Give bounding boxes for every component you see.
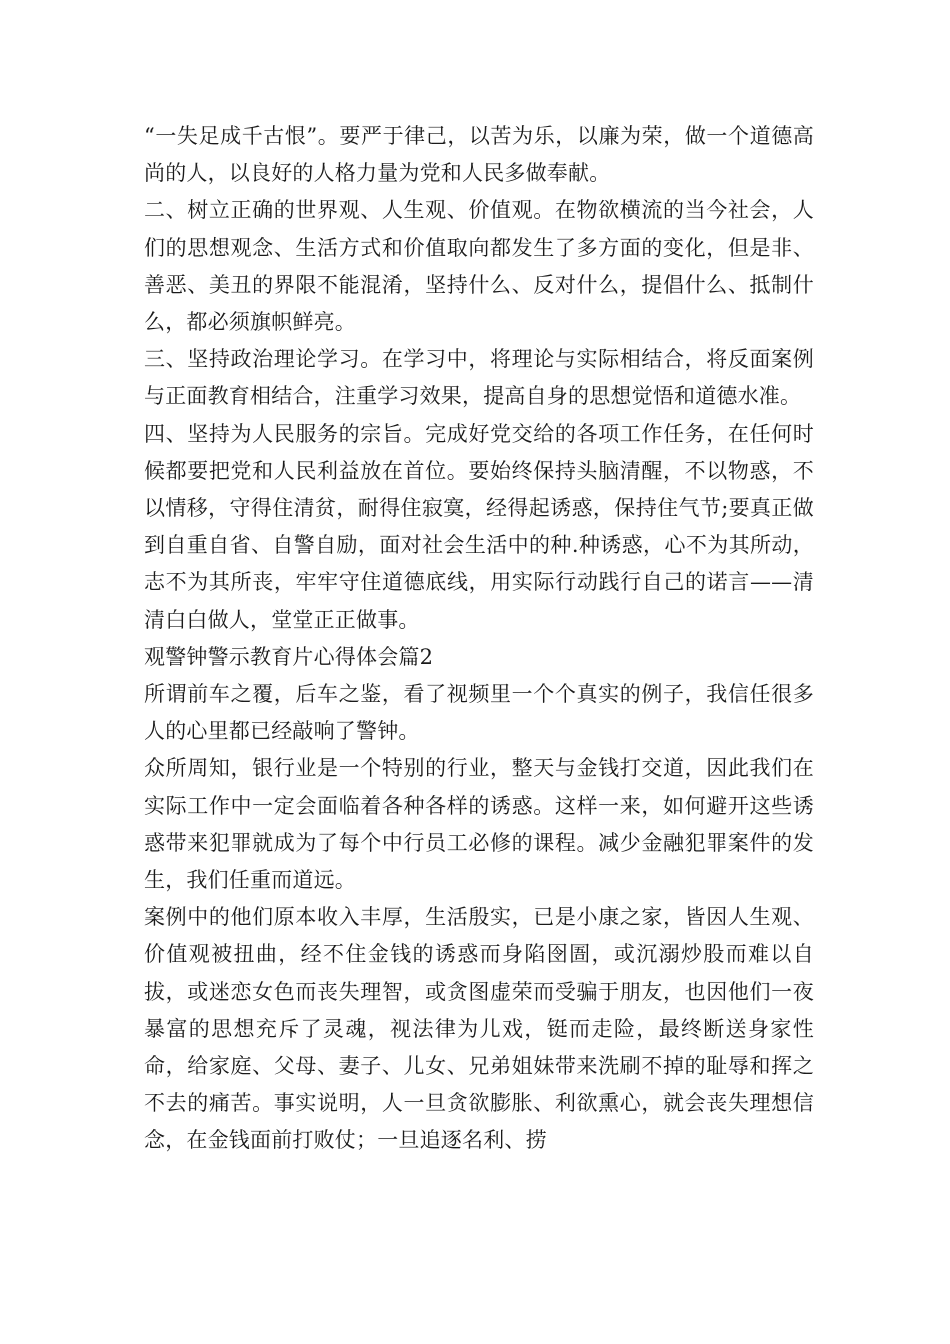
paragraph-5: 所谓前车之覆，后车之鉴，看了视频里一个个真实的例子，我信任很多人的心里都已经敲响了警钟。 [144,682,814,744]
paragraph-7: 案例中的他们原本收入丰厚，生活殷实，已是小康之家，皆因人生观、价值观被扭曲，经不住金钱的诱惑而身陷囹圄，或沉溺炒股而难以自拔，或迷恋女色而丧失理智，或贪图虚荣而受骗于朋友，也因他们一夜暴富的思想充斥了灵魂，视法律为儿戏，铤而走险，最终断送身家性命，给家庭、父母、妻子、儿女、兄弟姐妹带来洗刷不掉的耻辱和挥之不去的痛苦。事实说明，人一旦贪欲膨胀、利欲熏心，就会丧失理想信念，在金钱面前打败仗；一旦追逐名利、捞 [144,905,814,1153]
document-body [144,118,814,1160]
paragraph-2: 二、树立正确的世界观、人生观、价值观。在物欲横流的当今社会，人们的思想观念、生活方式和价值取向都发生了多方面的变化，但是非、善恶、美丑的界限不能混淆，坚持什么、反对什么，提倡什么、抵制什么，都必须旗帜鲜亮。 [144,198,814,335]
paragraph-4: 四、坚持为人民服务的宗旨。完成好党交给的各项工作任务，在任何时候都要把党和人民利益放在首位。要始终保持头脑清醒，不以物惑，不以情移，守得住清贫，耐得住寂寞，经得起诱惑，保持住气节;要真正做到自重自省、自警自励，面对社会生活中的种.种诱惑，心不为其所动，志不为其所丧，牢牢守住道德底线，用实际行动践行自己的诺言——清清白白做人，堂堂正正做事。 [144,421,814,632]
paragraph-6: 众所周知，银行业是一个特别的行业，整天与金钱打交道，因此我们在实际工作中一定会面临着各种各样的诱惑。这样一来，如何避开这些诱惑带来犯罪就成为了每个中行员工必修的课程。减少金融犯罪案件的发生，我们任重而道远。 [144,756,814,893]
paragraph-3: 三、坚持政治理论学习。在学习中，将理论与实际相结合，将反面案例与正面教育相结合，注重学习效果，提高自身的思想觉悟和道德水准。 [144,347,814,409]
section-heading: 观警钟警示教育片心得体会篇2 [144,644,434,669]
paragraph-1: “一失足成千古恨”。要严于律己，以苦为乐，以廉为荣，做一个道德高尚的人，以良好的人格力量为党和人民多做奉献。 [144,124,814,186]
